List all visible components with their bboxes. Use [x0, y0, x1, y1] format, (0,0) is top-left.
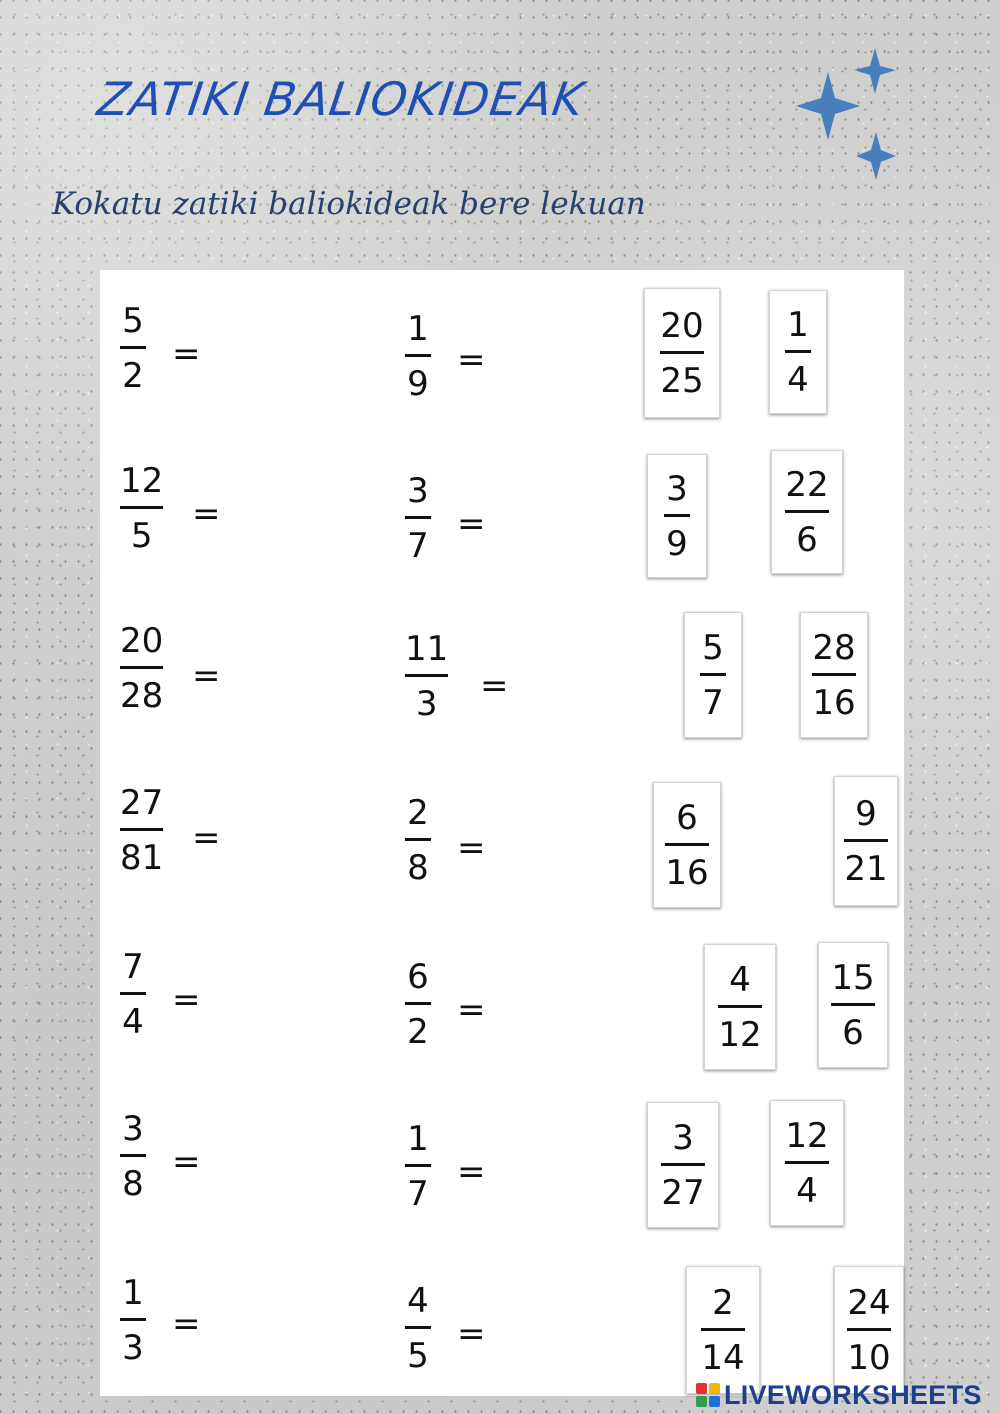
- numerator: 2: [407, 793, 429, 833]
- logo-square: [709, 1383, 720, 1394]
- watermark-text: LIVEWORKSHEETS: [724, 1379, 982, 1410]
- middle-fraction: [405, 629, 449, 724]
- numerator: 2: [712, 1282, 734, 1323]
- equals-sign: =: [457, 340, 486, 380]
- numerator: 27: [120, 783, 164, 823]
- denominator: 6: [796, 519, 818, 560]
- star-large-icon: [796, 72, 860, 140]
- answer-tile[interactable]: [834, 776, 898, 906]
- denominator: 4: [122, 1002, 144, 1042]
- numerator: 12: [785, 1115, 829, 1156]
- denominator: 7: [407, 1174, 429, 1214]
- denominator: 4: [796, 1170, 818, 1211]
- denominator: 14: [701, 1337, 745, 1378]
- liveworksheets-logo-icon: [696, 1383, 720, 1407]
- numerator: 1: [122, 1273, 144, 1313]
- denominator: 81: [120, 838, 164, 878]
- worksheet-area: [100, 270, 904, 1396]
- denominator: 9: [666, 523, 688, 564]
- denominator: 4: [787, 359, 809, 400]
- numerator: 11: [405, 629, 449, 669]
- numerator: 15: [831, 957, 875, 998]
- middle-fraction: [405, 793, 431, 888]
- equals-sign: =: [457, 828, 486, 868]
- answer-tile[interactable]: [771, 450, 843, 574]
- denominator: 3: [122, 1328, 144, 1368]
- star-medium-icon: [856, 132, 896, 180]
- numerator: 5: [122, 301, 144, 341]
- left-fraction: [120, 1273, 146, 1368]
- left-fraction: [120, 301, 146, 396]
- middle-fraction: [405, 309, 431, 404]
- equals-sign: =: [480, 666, 509, 706]
- denominator: 8: [122, 1164, 144, 1204]
- denominator: 8: [407, 848, 429, 888]
- equals-sign: =: [457, 1314, 486, 1354]
- answer-tile[interactable]: [653, 782, 721, 908]
- denominator: 5: [130, 516, 153, 556]
- answer-tile[interactable]: [686, 1266, 760, 1394]
- middle-fraction: [405, 471, 431, 566]
- left-fraction: [120, 1109, 146, 1204]
- logo-square: [696, 1383, 707, 1394]
- denominator: 6: [842, 1012, 864, 1053]
- numerator: 5: [702, 627, 724, 668]
- numerator: 6: [676, 797, 698, 838]
- numerator: 1: [787, 304, 809, 345]
- left-fraction: [120, 461, 164, 556]
- denominator: 12: [718, 1014, 762, 1055]
- answer-tile[interactable]: [818, 942, 888, 1068]
- equals-sign: =: [172, 334, 201, 374]
- numerator: 3: [122, 1109, 144, 1149]
- numerator: 1: [407, 309, 429, 349]
- numerator: 1: [407, 1119, 429, 1159]
- numerator: 3: [407, 471, 429, 511]
- denominator: 2: [407, 1012, 429, 1052]
- equals-sign: =: [457, 1152, 486, 1192]
- logo-square: [696, 1396, 707, 1407]
- denominator: 27: [661, 1172, 705, 1213]
- equals-sign: =: [172, 1304, 201, 1344]
- numerator: 4: [729, 959, 751, 1000]
- left-fraction: [120, 783, 164, 878]
- answer-tile[interactable]: [770, 1100, 844, 1226]
- answer-tile[interactable]: [647, 1102, 719, 1228]
- equals-sign: =: [172, 980, 201, 1020]
- numerator: 4: [407, 1281, 429, 1321]
- denominator: 9: [407, 364, 429, 404]
- sparkle-stars-icon: [790, 36, 920, 196]
- equals-sign: =: [172, 1142, 201, 1182]
- liveworksheets-watermark[interactable]: [696, 1380, 982, 1410]
- denominator: 28: [120, 676, 164, 716]
- left-fraction: [120, 947, 146, 1042]
- answer-tile[interactable]: [704, 944, 776, 1070]
- equals-sign: =: [192, 818, 221, 858]
- numerator: 6: [407, 957, 429, 997]
- logo-square: [709, 1396, 720, 1407]
- answer-tile[interactable]: [800, 612, 868, 738]
- instruction-text: Kokatu zatiki baliokideak bere lekuan: [52, 186, 646, 222]
- numerator: 9: [855, 793, 877, 834]
- middle-fraction: [405, 1119, 431, 1214]
- equals-sign: =: [192, 656, 221, 696]
- equals-sign: =: [457, 504, 486, 544]
- numerator: 3: [666, 468, 688, 509]
- denominator: 21: [844, 848, 888, 889]
- answer-tile[interactable]: [644, 288, 720, 418]
- denominator: 5: [407, 1336, 429, 1376]
- numerator: 12: [120, 461, 164, 501]
- answer-tile[interactable]: [769, 290, 827, 414]
- denominator: 16: [812, 682, 856, 723]
- denominator: 7: [702, 682, 724, 723]
- equals-sign: =: [457, 990, 486, 1030]
- denominator: 25: [660, 360, 704, 401]
- answer-tile[interactable]: [647, 454, 707, 578]
- star-small-icon: [854, 48, 896, 94]
- numerator: 24: [847, 1282, 891, 1323]
- numerator: 28: [812, 627, 856, 668]
- numerator: 3: [672, 1117, 694, 1158]
- equals-sign: =: [192, 494, 221, 534]
- denominator: 10: [847, 1337, 891, 1378]
- denominator: 7: [407, 526, 429, 566]
- denominator: 3: [415, 684, 438, 724]
- numerator: 22: [785, 464, 829, 505]
- middle-fraction: [405, 957, 431, 1052]
- middle-fraction: [405, 1281, 431, 1376]
- numerator: 7: [122, 947, 144, 987]
- numerator: 20: [120, 621, 164, 661]
- denominator: 16: [665, 852, 709, 893]
- answer-tile[interactable]: [684, 612, 742, 738]
- left-fraction: [120, 621, 164, 716]
- answer-tile[interactable]: [834, 1266, 904, 1394]
- worksheet-title: ZATIKI BALIOKIDEAK: [94, 72, 588, 126]
- numerator: 20: [660, 305, 704, 346]
- denominator: 2: [122, 356, 144, 396]
